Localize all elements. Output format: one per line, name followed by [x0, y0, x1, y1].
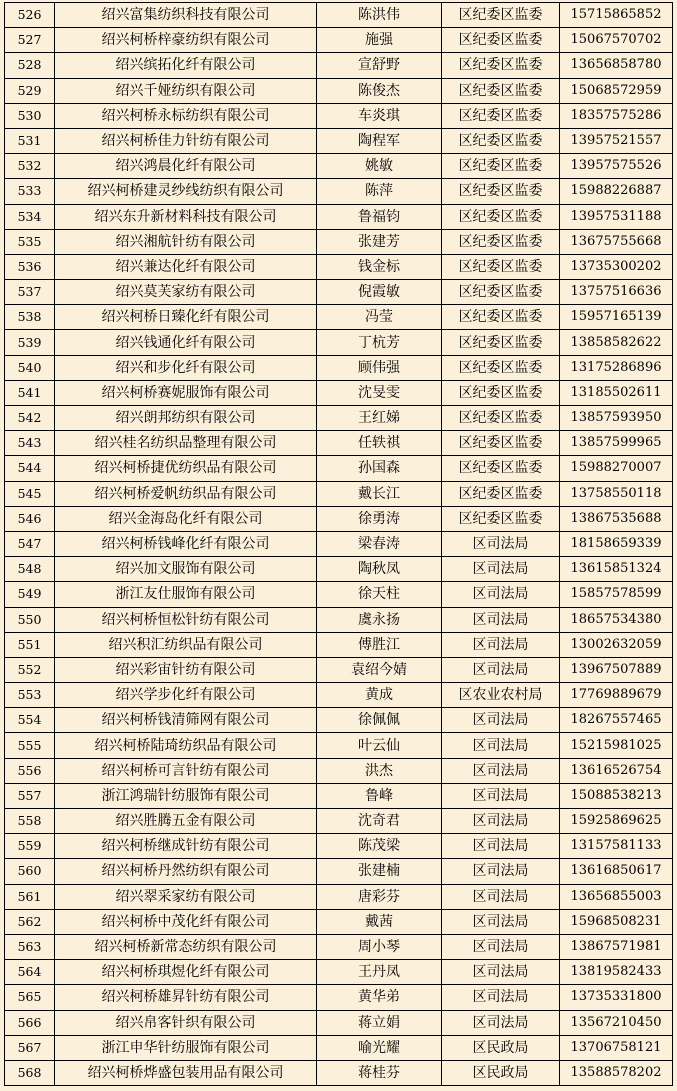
row-number-cell: 557: [5, 783, 55, 808]
company-name-cell: 绍兴柯桥赛妮服饰有限公司: [55, 380, 317, 405]
row-number-cell: 556: [5, 758, 55, 783]
contact-person-cell: 傅胜江: [317, 632, 442, 657]
row-number-cell: 553: [5, 683, 55, 708]
company-name-cell: 绍兴柯桥中茂化纤有限公司: [55, 909, 317, 934]
table-row: [5, 179, 673, 204]
table-row: [5, 305, 673, 330]
phone-number-cell: 15925869625: [560, 809, 673, 834]
table-row: [5, 53, 673, 78]
company-name-cell: 绍兴柯桥可言针纺有限公司: [55, 758, 317, 783]
contact-person-cell: 徐天柱: [317, 582, 442, 607]
department-cell: 区纪委区监委: [442, 3, 560, 28]
row-number-cell: 550: [5, 607, 55, 632]
department-cell: 区民政局: [442, 1060, 560, 1085]
table-row: [5, 280, 673, 305]
contact-person-cell: 沈旻雯: [317, 380, 442, 405]
company-name-cell: 绍兴柯桥陆琦纺织品有限公司: [55, 733, 317, 758]
company-name-cell: 绍兴学步化纤有限公司: [55, 683, 317, 708]
department-cell: 区司法局: [442, 531, 560, 556]
row-number-cell: 555: [5, 733, 55, 758]
row-number-cell: 540: [5, 355, 55, 380]
department-cell: 区纪委区监委: [442, 481, 560, 506]
table-row: [5, 506, 673, 531]
table-row: [5, 758, 673, 783]
department-cell: 区纪委区监委: [442, 128, 560, 153]
table-row: [5, 531, 673, 556]
phone-number-cell: 15857578599: [560, 582, 673, 607]
department-cell: 区纪委区监委: [442, 280, 560, 305]
table-row: [5, 103, 673, 128]
row-number-cell: 568: [5, 1060, 55, 1085]
company-name-cell: 绍兴湘航针纺有限公司: [55, 229, 317, 254]
company-name-cell: 绍兴桂名纺织品整理有限公司: [55, 431, 317, 456]
table-row: [5, 683, 673, 708]
contact-person-cell: 蒋立娟: [317, 1010, 442, 1035]
row-number-cell: 528: [5, 53, 55, 78]
company-name-cell: 绍兴钱通化纤有限公司: [55, 330, 317, 355]
phone-number-cell: 13857593950: [560, 406, 673, 431]
phone-number-cell: 13656858780: [560, 53, 673, 78]
department-cell: 区民政局: [442, 1035, 560, 1060]
phone-number-cell: 13567210450: [560, 1010, 673, 1035]
department-cell: 区纪委区监委: [442, 431, 560, 456]
contact-person-cell: 陈洪伟: [317, 3, 442, 28]
table-row: [5, 985, 673, 1010]
table-row: [5, 783, 673, 808]
table-row: [5, 1010, 673, 1035]
table-row: [5, 834, 673, 859]
phone-number-cell: 13867571981: [560, 934, 673, 959]
contact-person-cell: 车炎琪: [317, 103, 442, 128]
contact-person-cell: 徐勇涛: [317, 506, 442, 531]
company-name-cell: 绍兴帛客针织有限公司: [55, 1010, 317, 1035]
phone-number-cell: 13758550118: [560, 481, 673, 506]
department-cell: 区司法局: [442, 834, 560, 859]
row-number-cell: 546: [5, 506, 55, 531]
table-row: [5, 406, 673, 431]
contact-person-cell: 宣舒野: [317, 53, 442, 78]
table-row: [5, 909, 673, 934]
department-cell: 区司法局: [442, 557, 560, 582]
contact-person-cell: 张建芳: [317, 229, 442, 254]
table-row: [5, 128, 673, 153]
department-cell: 区司法局: [442, 632, 560, 657]
contact-person-cell: 钱金标: [317, 254, 442, 279]
table-row: [5, 204, 673, 229]
row-number-cell: 564: [5, 960, 55, 985]
company-name-cell: 绍兴柯桥丹然纺织有限公司: [55, 859, 317, 884]
phone-number-cell: 15988226887: [560, 179, 673, 204]
phone-number-cell: 15968508231: [560, 909, 673, 934]
row-number-cell: 533: [5, 179, 55, 204]
company-name-cell: 绍兴柯桥佳力针纺有限公司: [55, 128, 317, 153]
contact-person-cell: 唐彩芬: [317, 884, 442, 909]
company-name-cell: 绍兴柯桥捷优纺织品有限公司: [55, 456, 317, 481]
company-name-cell: 绍兴柯桥日臻化纤有限公司: [55, 305, 317, 330]
company-name-cell: 绍兴柯桥梓豪纺织有限公司: [55, 28, 317, 53]
department-cell: 区司法局: [442, 657, 560, 682]
table-row: [5, 380, 673, 405]
department-cell: 区纪委区监委: [442, 229, 560, 254]
phone-number-cell: 13735331800: [560, 985, 673, 1010]
table-row: [5, 481, 673, 506]
table-row: [5, 557, 673, 582]
row-number-cell: 559: [5, 834, 55, 859]
row-number-cell: 538: [5, 305, 55, 330]
department-cell: 区司法局: [442, 884, 560, 909]
company-name-cell: 绍兴柯桥永标纺织有限公司: [55, 103, 317, 128]
company-name-cell: 绍兴柯桥新常态纺织有限公司: [55, 934, 317, 959]
row-number-cell: 541: [5, 380, 55, 405]
contact-person-cell: 丁杭芳: [317, 330, 442, 355]
phone-number-cell: 13185502611: [560, 380, 673, 405]
phone-number-cell: 13616526754: [560, 758, 673, 783]
company-name-cell: 浙江申华针纺服饰有限公司: [55, 1035, 317, 1060]
contact-person-cell: 鲁福钧: [317, 204, 442, 229]
department-cell: 区纪委区监委: [442, 53, 560, 78]
row-number-cell: 558: [5, 809, 55, 834]
roster-table: [4, 2, 673, 1086]
table-row: [5, 657, 673, 682]
row-number-cell: 554: [5, 708, 55, 733]
department-cell: 区司法局: [442, 783, 560, 808]
row-number-cell: 529: [5, 78, 55, 103]
phone-number-cell: 17769889679: [560, 683, 673, 708]
company-name-cell: 绍兴和步化纤有限公司: [55, 355, 317, 380]
company-name-cell: 浙江友仕服饰有限公司: [55, 582, 317, 607]
row-number-cell: 532: [5, 154, 55, 179]
row-number-cell: 542: [5, 406, 55, 431]
department-cell: 区纪委区监委: [442, 204, 560, 229]
table-row: [5, 330, 673, 355]
row-number-cell: 537: [5, 280, 55, 305]
row-number-cell: 562: [5, 909, 55, 934]
row-number-cell: 560: [5, 859, 55, 884]
company-name-cell: 绍兴金海岛化纤有限公司: [55, 506, 317, 531]
department-cell: 区司法局: [442, 607, 560, 632]
table-row: [5, 960, 673, 985]
row-number-cell: 526: [5, 3, 55, 28]
phone-number-cell: 13857599965: [560, 431, 673, 456]
department-cell: 区司法局: [442, 708, 560, 733]
company-name-cell: 绍兴翠采家纺有限公司: [55, 884, 317, 909]
row-number-cell: 545: [5, 481, 55, 506]
row-number-cell: 551: [5, 632, 55, 657]
row-number-cell: 552: [5, 657, 55, 682]
company-name-cell: 绍兴积汇纺织品有限公司: [55, 632, 317, 657]
phone-number-cell: 13735300202: [560, 254, 673, 279]
table-row: [5, 28, 673, 53]
department-cell: 区司法局: [442, 985, 560, 1010]
phone-number-cell: 13002632059: [560, 632, 673, 657]
company-name-cell: 绍兴柯桥爱帆纺织品有限公司: [55, 481, 317, 506]
company-name-cell: 绍兴柯桥钱清筛网有限公司: [55, 708, 317, 733]
company-name-cell: 绍兴柯桥钱峰化纤有限公司: [55, 531, 317, 556]
table-row: [5, 431, 673, 456]
table-row: [5, 78, 673, 103]
roster-table-body: [5, 3, 673, 1086]
phone-number-cell: 18267557465: [560, 708, 673, 733]
table-row: [5, 1060, 673, 1085]
department-cell: 区纪委区监委: [442, 380, 560, 405]
department-cell: 区纪委区监委: [442, 103, 560, 128]
row-number-cell: 543: [5, 431, 55, 456]
table-row: [5, 708, 673, 733]
department-cell: 区纪委区监委: [442, 406, 560, 431]
table-row: [5, 884, 673, 909]
department-cell: 区纪委区监委: [442, 506, 560, 531]
table-row: [5, 582, 673, 607]
department-cell: 区纪委区监委: [442, 355, 560, 380]
row-number-cell: 561: [5, 884, 55, 909]
phone-number-cell: 15957165139: [560, 305, 673, 330]
company-name-cell: 绍兴柯桥建灵纱线纺织有限公司: [55, 179, 317, 204]
department-cell: 区纪委区监委: [442, 28, 560, 53]
phone-number-cell: 13175286896: [560, 355, 673, 380]
company-name-cell: 绍兴柯桥琪煜化纤有限公司: [55, 960, 317, 985]
phone-number-cell: 13957521557: [560, 128, 673, 153]
contact-person-cell: 梁春涛: [317, 531, 442, 556]
phone-number-cell: 15988270007: [560, 456, 673, 481]
contact-person-cell: 鲁峰: [317, 783, 442, 808]
table-row: [5, 1035, 673, 1060]
contact-person-cell: 戴长江: [317, 481, 442, 506]
contact-person-cell: 张建楠: [317, 859, 442, 884]
contact-person-cell: 洪杰: [317, 758, 442, 783]
row-number-cell: 534: [5, 204, 55, 229]
phone-number-cell: 13616850617: [560, 859, 673, 884]
phone-number-cell: 18357575286: [560, 103, 673, 128]
row-number-cell: 565: [5, 985, 55, 1010]
row-number-cell: 548: [5, 557, 55, 582]
row-number-cell: 527: [5, 28, 55, 53]
department-cell: 区司法局: [442, 934, 560, 959]
contact-person-cell: 陈茂梁: [317, 834, 442, 859]
table-row: [5, 859, 673, 884]
company-name-cell: 绍兴千娅纺织有限公司: [55, 78, 317, 103]
department-cell: 区司法局: [442, 809, 560, 834]
row-number-cell: 566: [5, 1010, 55, 1035]
phone-number-cell: 13706758121: [560, 1035, 673, 1060]
phone-number-cell: 13819582433: [560, 960, 673, 985]
department-cell: 区纪委区监委: [442, 154, 560, 179]
contact-person-cell: 王丹凤: [317, 960, 442, 985]
table-row: [5, 733, 673, 758]
phone-number-cell: 13675755668: [560, 229, 673, 254]
row-number-cell: 536: [5, 254, 55, 279]
row-number-cell: 567: [5, 1035, 55, 1060]
row-number-cell: 530: [5, 103, 55, 128]
table-row: [5, 809, 673, 834]
phone-number-cell: 13858582622: [560, 330, 673, 355]
phone-number-cell: 13957575526: [560, 154, 673, 179]
row-number-cell: 547: [5, 531, 55, 556]
contact-person-cell: 蒋桂芬: [317, 1060, 442, 1085]
table-row: [5, 607, 673, 632]
table-row: [5, 3, 673, 28]
company-name-cell: 绍兴兼达化纤有限公司: [55, 254, 317, 279]
contact-person-cell: 黄成: [317, 683, 442, 708]
phone-number-cell: 15715865852: [560, 3, 673, 28]
phone-number-cell: 15215981025: [560, 733, 673, 758]
company-name-cell: 绍兴东升新材料科技有限公司: [55, 204, 317, 229]
department-cell: 区农业农村局: [442, 683, 560, 708]
contact-person-cell: 黄华弟: [317, 985, 442, 1010]
phone-number-cell: 15067570702: [560, 28, 673, 53]
phone-number-cell: 13157581133: [560, 834, 673, 859]
contact-person-cell: 施强: [317, 28, 442, 53]
contact-person-cell: 陶秋凤: [317, 557, 442, 582]
phone-number-cell: 13757516636: [560, 280, 673, 305]
contact-person-cell: 虞永扬: [317, 607, 442, 632]
row-number-cell: 535: [5, 229, 55, 254]
department-cell: 区纪委区监委: [442, 254, 560, 279]
row-number-cell: 531: [5, 128, 55, 153]
contact-person-cell: 陶程军: [317, 128, 442, 153]
department-cell: 区司法局: [442, 758, 560, 783]
phone-number-cell: 18158659339: [560, 531, 673, 556]
company-name-cell: 绍兴莫芙家纺有限公司: [55, 280, 317, 305]
company-name-cell: 绍兴朗邦纺织有限公司: [55, 406, 317, 431]
contact-person-cell: 陈萍: [317, 179, 442, 204]
company-name-cell: 绍兴柯桥雄昇针纺有限公司: [55, 985, 317, 1010]
company-name-cell: 浙江鸿瑞针纺服饰有限公司: [55, 783, 317, 808]
contact-person-cell: 任轶祺: [317, 431, 442, 456]
contact-person-cell: 倪霞敏: [317, 280, 442, 305]
contact-person-cell: 姚敏: [317, 154, 442, 179]
phone-number-cell: 13615851324: [560, 557, 673, 582]
table-row: [5, 934, 673, 959]
company-name-cell: 绍兴柯桥烨盛包装用品有限公司: [55, 1060, 317, 1085]
company-name-cell: 绍兴柯桥恒松针纺有限公司: [55, 607, 317, 632]
department-cell: 区司法局: [442, 909, 560, 934]
department-cell: 区纪委区监委: [442, 305, 560, 330]
contact-person-cell: 袁绍今婧: [317, 657, 442, 682]
contact-person-cell: 沈奇君: [317, 809, 442, 834]
table-row: [5, 254, 673, 279]
contact-person-cell: 周小琴: [317, 934, 442, 959]
phone-number-cell: 13957531188: [560, 204, 673, 229]
department-cell: 区纪委区监委: [442, 456, 560, 481]
department-cell: 区纪委区监委: [442, 330, 560, 355]
row-number-cell: 563: [5, 934, 55, 959]
company-name-cell: 绍兴柯桥继成针纺有限公司: [55, 834, 317, 859]
company-name-cell: 绍兴鸿晨化纤有限公司: [55, 154, 317, 179]
contact-person-cell: 顾伟强: [317, 355, 442, 380]
department-cell: 区司法局: [442, 582, 560, 607]
contact-person-cell: 孙国森: [317, 456, 442, 481]
phone-number-cell: 15068572959: [560, 78, 673, 103]
table-row: [5, 456, 673, 481]
contact-person-cell: 叶云仙: [317, 733, 442, 758]
table-row: [5, 229, 673, 254]
contact-person-cell: 戴茜: [317, 909, 442, 934]
company-name-cell: 绍兴彩宙针纺有限公司: [55, 657, 317, 682]
phone-number-cell: 15088538213: [560, 783, 673, 808]
contact-person-cell: 徐佩佩: [317, 708, 442, 733]
phone-number-cell: 13867535688: [560, 506, 673, 531]
company-name-cell: 绍兴缤拓化纤有限公司: [55, 53, 317, 78]
company-name-cell: 绍兴胜腾五金有限公司: [55, 809, 317, 834]
department-cell: 区司法局: [442, 960, 560, 985]
contact-person-cell: 陈俊杰: [317, 78, 442, 103]
row-number-cell: 544: [5, 456, 55, 481]
table-row: [5, 355, 673, 380]
company-name-cell: 绍兴加文服饰有限公司: [55, 557, 317, 582]
row-number-cell: 549: [5, 582, 55, 607]
phone-number-cell: 18657534380: [560, 607, 673, 632]
contact-person-cell: 喻光耀: [317, 1035, 442, 1060]
contact-person-cell: 冯莹: [317, 305, 442, 330]
department-cell: 区司法局: [442, 1010, 560, 1035]
department-cell: 区司法局: [442, 733, 560, 758]
department-cell: 区纪委区监委: [442, 179, 560, 204]
company-name-cell: 绍兴富集纺织科技有限公司: [55, 3, 317, 28]
table-row: [5, 632, 673, 657]
phone-number-cell: 13656855003: [560, 884, 673, 909]
row-number-cell: 539: [5, 330, 55, 355]
department-cell: 区司法局: [442, 859, 560, 884]
contact-person-cell: 王红娣: [317, 406, 442, 431]
table-row: [5, 154, 673, 179]
phone-number-cell: 13588578202: [560, 1060, 673, 1085]
department-cell: 区纪委区监委: [442, 78, 560, 103]
phone-number-cell: 13967507889: [560, 657, 673, 682]
